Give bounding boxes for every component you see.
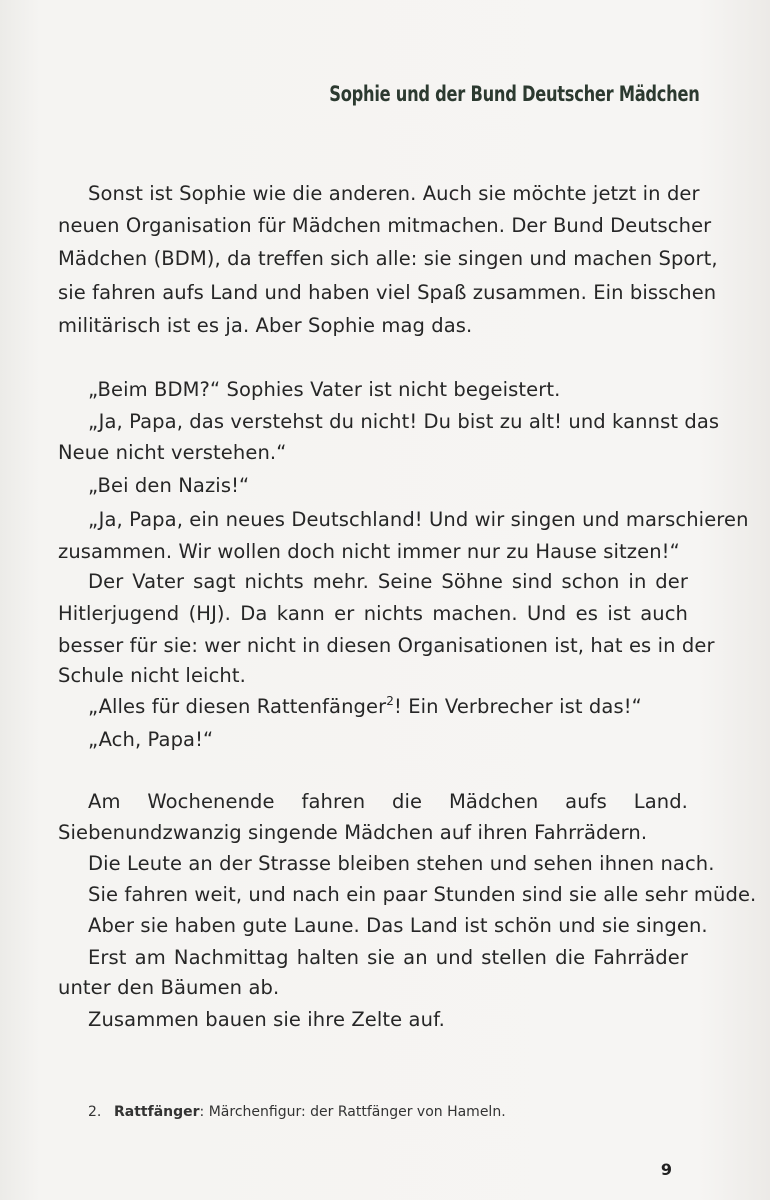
text-line: sie fahren aufs Land und haben viel Spaß zusammen. Ein bisschen: [58, 281, 717, 304]
text-line: „Bei den Nazis!“: [88, 474, 250, 497]
text-line: Mädchen (BDM), da treffen sich alle: sie singen und machen Sport,: [58, 247, 718, 270]
text-line: Erst am Nachmittag halten sie an und stellen die Fahrräder: [88, 946, 688, 969]
text-line: Zusammen bauen sie ihre Zelte auf.: [88, 1008, 445, 1031]
text-line: „Ja, Papa, ein neues Deutschland! Und wir singen und marschieren: [88, 508, 749, 531]
text-line: Sie fahren weit, und nach ein paar Stunden sind sie alle sehr müde.: [88, 883, 757, 906]
text-line: Neue nicht verstehen.“: [58, 441, 287, 464]
text-line: militärisch ist es ja. Aber Sophie mag das.: [58, 314, 473, 337]
text-line: Siebenundzwanzig singende Mädchen auf ihren Fahrrädern.: [58, 821, 648, 844]
text-line: Schule nicht leicht.: [58, 664, 246, 687]
page-number: 9: [660, 1160, 672, 1179]
text-line: Am Wochenende fahren die Mädchen aufs Land.: [88, 790, 688, 813]
text-line: besser für sie: wer nicht in diesen Organisationen ist, hat es in der: [58, 634, 715, 657]
text-line: Der Vater sagt nichts mehr. Seine Söhne sind schon in der: [88, 570, 688, 593]
text-line: „Ach, Papa!“: [88, 728, 214, 751]
text-line: Die Leute an der Strasse bleiben stehen und sehen ihnen nach.: [88, 852, 715, 875]
text-line: Sonst ist Sophie wie die anderen. Auch sie möchte jetzt in der: [88, 182, 700, 205]
footnote-number: 2.: [88, 1104, 102, 1120]
running-header: Sophie und der Bund Deutscher Mädchen: [329, 82, 700, 106]
footnote-text: : Märchenfigur: der Rattfänger von Hameln.: [199, 1104, 506, 1120]
text-line: „Ja, Papa, das verstehst du nicht! Du bist zu alt! und kannst das: [88, 410, 720, 433]
text-line: zusammen. Wir wollen doch nicht immer nur zu Hause sitzen!“: [58, 540, 680, 563]
footnote-reference[interactable]: 2: [386, 694, 394, 708]
text-line: [88, 692, 688, 722]
text-line: Hitlerjugend (HJ). Da kann er nichts machen. Und es ist auch: [58, 602, 688, 625]
text-line: unter den Bäumen ab.: [58, 976, 280, 999]
quote-text: „Alles für diesen Rattenfänger: [88, 695, 387, 718]
footnote-term: Rattfänger: [114, 1104, 200, 1120]
quote-text: ! Ein Verbrecher ist das!“: [393, 695, 642, 718]
text-line: „Beim BDM?“ Sophies Vater ist nicht begeistert.: [88, 378, 561, 401]
text-line: neuen Organisation für Mädchen mitmachen. Der Bund Deutscher: [58, 214, 712, 237]
footnote: [88, 1104, 506, 1120]
text-line: Aber sie haben gute Laune. Das Land ist schön und sie singen.: [88, 914, 708, 937]
